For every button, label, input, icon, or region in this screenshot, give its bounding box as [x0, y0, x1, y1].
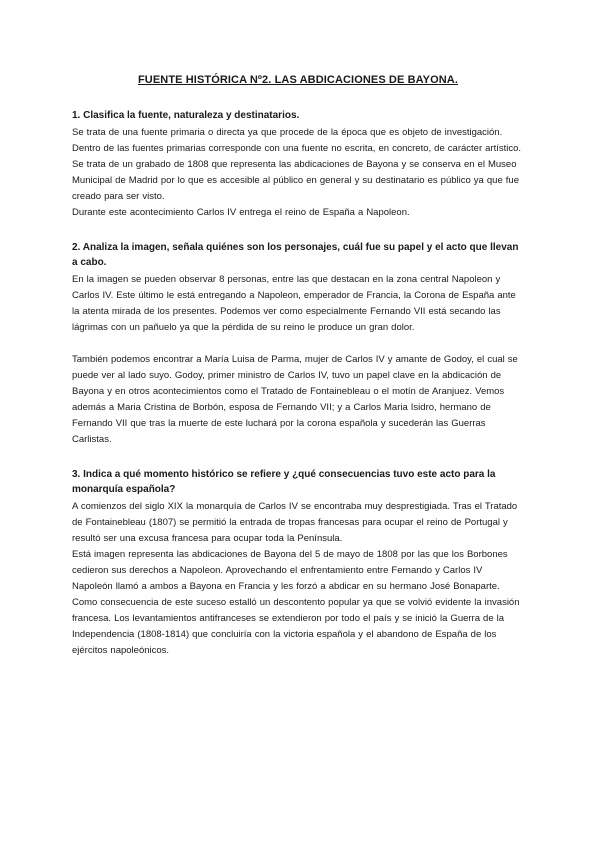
section-2-paragraph-1: En la imagen se pueden observar 8 personas, entre las que destacan en la zona central Napoleon y Carlos IV. Este último le está entregando a Napoleon, emperador de Francia, la Corona de España ante la atenta mirada de los presentes. Podemos ver como especialmente Fernando VII está secando las lágrimas con un pañuelo ya que la pérdida de su reino le produce un gran dolor. [72, 273, 516, 333]
section-3 [72, 467, 524, 659]
section-2-heading: 2. Analiza la imagen, señala quiénes son los personajes, cuál fue su papel y el acto que llevan a cabo. [72, 241, 519, 268]
document-title: FUENTE HISTÓRICA Nº2. LAS ABDICACIONES DE BAYONA. [137, 74, 458, 86]
section-3-paragraph-1: A comienzos del siglo XIX la monarquía de Carlos IV se encontraba muy desprestigiada. Tras el Tratado de Fontainebleau (1807) se permitió la entrada de tropas francesas para ocupar el reino de Portugal y resultó ser una excusa francesa para ocupar toda la Península. [72, 500, 518, 544]
section-2-paragraph-2: También podemos encontrar a María Luisa de Parma, mujer de Carlos IV y amante de Godoy, el cual se puede ver al lado suyo. Godoy, primer ministro de Carlos IV, tuvo un papel clave en la abdicación de Bayona y en otros acontecimientos como el Tratado de Fontainebleau o el motín de Aranjuez. Vemos además a Maria Cristina de Borbón, esposa de Fernando VII; y a Carlos Maria Isidro, hermano de Fernando VII que tras la muerte de este luchará por la corona española y sucederán las Guerras Carlistas. [72, 353, 518, 445]
section-1-paragraph-3: Durante este acontecimiento Carlos IV entrega el reino de España a Napoleon. [72, 206, 410, 218]
section-1-heading: 1. Clasifica la fuente, naturaleza y destinatarios. [72, 110, 300, 121]
section-2 [72, 240, 524, 448]
section-3-paragraph-2: Está imagen representa las abdicaciones de Bayona del 5 de mayo de 1808 por las que los Borbones cedieron sus derechos a Napoleon. Aprovechando el enfrentamiento entre Fernando y Carlos IV Napoleón llamó a ambos a Bayona en Francia y les forzó a abdicar en su hermano José Bonaparte. Como consecuencia de este suceso estalló un descontento popular ya que se volvió evidente la invasión francesa. Los levantamientos antifranceses se extendieron por todo el país y se inició la Guerra de la Independencia (1808-1814) que concluiría con la victoria española y el abandono de España de los ejércitos napoleónicos. [72, 548, 520, 656]
paragraph-gap [72, 336, 524, 352]
section-1-paragraph-1: Se trata de una fuente primaria o directa ya que procede de la época que es objeto de investigación. Dentro de las fuentes primarias corresponde con una fuente no escrita, en concreto, de carácter artístico. [72, 126, 522, 154]
section-1 [72, 108, 524, 221]
section-3-heading: 3. Indica a qué momento histórico se refiere y ¿qué consecuencias tuvo este acto para la monarquía española? [72, 468, 496, 495]
section-1-paragraph-2: Se trata de un grabado de 1808 que representa las abdicaciones de Bayona y se conserva en el Museo Municipal de Madrid por lo que es accesible al público en general y su destinatario es público ya que fue creado para ser visto. [72, 158, 519, 202]
